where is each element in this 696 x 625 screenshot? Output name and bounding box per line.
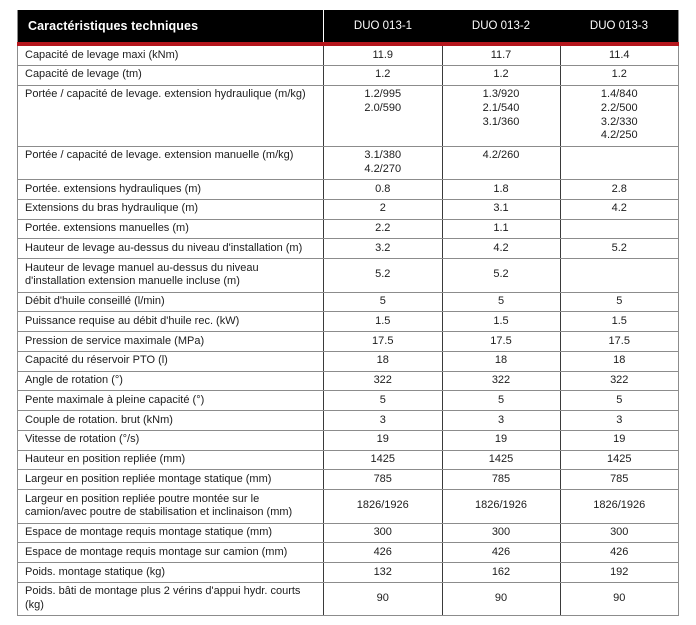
row-value: 3 [442, 411, 560, 431]
row-label: Capacité du réservoir PTO (l) [18, 351, 324, 371]
row-label: Largeur en position repliée poutre montée sur le camion/avec poutre de stabilisation et inclinaison (mm) [18, 490, 324, 524]
row-value: 322 [560, 371, 679, 391]
row-value: 17.5 [442, 332, 560, 352]
row-value: 90 [324, 582, 443, 616]
row-value: 17.5 [560, 332, 679, 352]
table-title: Caractéristiques techniques [18, 10, 324, 44]
row-value: 192 [560, 563, 679, 583]
table-row [18, 582, 679, 616]
table-header-row [18, 10, 679, 44]
row-value: 5.2 [442, 259, 560, 293]
row-value: 1425 [442, 450, 560, 470]
row-value: 18 [324, 351, 443, 371]
row-value: 1425 [560, 450, 679, 470]
table-row [18, 65, 679, 85]
row-label: Extensions du bras hydraulique (m) [18, 199, 324, 219]
row-value: 5 [442, 391, 560, 411]
row-value: 5 [324, 292, 443, 312]
table-row [18, 44, 679, 65]
table-row [18, 490, 679, 524]
row-value: 426 [442, 543, 560, 563]
row-value: 132 [324, 563, 443, 583]
table-body [18, 44, 679, 616]
table-row [18, 543, 679, 563]
row-value [560, 146, 679, 180]
row-label: Hauteur de levage au-dessus du niveau d'installation (m) [18, 239, 324, 259]
row-value: 322 [324, 371, 443, 391]
row-value: 3.2 [324, 239, 443, 259]
table-row [18, 563, 679, 583]
table-row [18, 371, 679, 391]
row-value: 300 [560, 523, 679, 543]
row-label: Poids. montage statique (kg) [18, 563, 324, 583]
row-label: Puissance requise au débit d'huile rec. (kW) [18, 312, 324, 332]
row-label: Capacité de levage (tm) [18, 65, 324, 85]
row-label: Pression de service maximale (MPa) [18, 332, 324, 352]
row-value: 3.1/380 4.2/270 [324, 146, 443, 180]
row-label: Portée. extensions manuelles (m) [18, 219, 324, 239]
row-value: 1.5 [324, 312, 443, 332]
row-value: 0.8 [324, 180, 443, 200]
column-header-duo-013-3: DUO 013-3 [560, 10, 679, 44]
row-value: 5.2 [324, 259, 443, 293]
row-value: 1.2/995 2.0/590 [324, 85, 443, 146]
row-value [560, 259, 679, 293]
row-label: Angle de rotation (°) [18, 371, 324, 391]
row-value: 90 [560, 582, 679, 616]
row-value: 2.8 [560, 180, 679, 200]
row-label: Pente maximale à pleine capacité (°) [18, 391, 324, 411]
row-value: 5 [560, 292, 679, 312]
row-label: Portée / capacité de levage. extension hydraulique (m/kg) [18, 85, 324, 146]
row-value: 785 [324, 470, 443, 490]
row-value: 785 [442, 470, 560, 490]
row-value: 1.5 [560, 312, 679, 332]
column-header-duo-013-1: DUO 013-1 [324, 10, 443, 44]
spec-table [17, 10, 679, 616]
table-row [18, 411, 679, 431]
row-label: Espace de montage requis montage statique (mm) [18, 523, 324, 543]
row-value: 1.1 [442, 219, 560, 239]
row-value: 1826/1926 [560, 490, 679, 524]
row-value: 426 [560, 543, 679, 563]
row-value: 300 [324, 523, 443, 543]
row-value: 4.2 [442, 239, 560, 259]
row-value: 1.2 [560, 65, 679, 85]
row-label: Débit d'huile conseillé (l/min) [18, 292, 324, 312]
row-value: 162 [442, 563, 560, 583]
row-value: 17.5 [324, 332, 443, 352]
row-value: 2 [324, 199, 443, 219]
row-value: 1826/1926 [442, 490, 560, 524]
row-value: 11.4 [560, 44, 679, 65]
table-row [18, 391, 679, 411]
table-row [18, 332, 679, 352]
table-row [18, 219, 679, 239]
table-row [18, 312, 679, 332]
row-value: 785 [560, 470, 679, 490]
row-value: 1.4/840 2.2/500 3.2/330 4.2/250 [560, 85, 679, 146]
table-row [18, 450, 679, 470]
row-label: Espace de montage requis montage sur camion (mm) [18, 543, 324, 563]
row-value: 1.2 [324, 65, 443, 85]
row-value: 11.7 [442, 44, 560, 65]
table-row [18, 199, 679, 219]
row-value: 19 [560, 430, 679, 450]
row-value: 1826/1926 [324, 490, 443, 524]
row-value: 5.2 [560, 239, 679, 259]
row-value: 1.2 [442, 65, 560, 85]
row-value: 3 [560, 411, 679, 431]
row-label: Poids. bâti de montage plus 2 vérins d'appui hydr. courts (kg) [18, 582, 324, 616]
table-row [18, 523, 679, 543]
row-value: 3.1 [442, 199, 560, 219]
row-value: 2.2 [324, 219, 443, 239]
row-value: 11.9 [324, 44, 443, 65]
table-row [18, 85, 679, 146]
row-value: 19 [442, 430, 560, 450]
row-label: Hauteur en position repliée (mm) [18, 450, 324, 470]
row-label: Portée / capacité de levage. extension manuelle (m/kg) [18, 146, 324, 180]
table-row [18, 351, 679, 371]
row-value: 19 [324, 430, 443, 450]
row-value: 1.8 [442, 180, 560, 200]
row-label: Portée. extensions hydrauliques (m) [18, 180, 324, 200]
row-value: 1.3/920 2.1/540 3.1/360 [442, 85, 560, 146]
row-value [560, 219, 679, 239]
row-value: 1.5 [442, 312, 560, 332]
row-label: Vitesse de rotation (°/s) [18, 430, 324, 450]
row-value: 5 [324, 391, 443, 411]
row-label: Capacité de levage maxi (kNm) [18, 44, 324, 65]
row-value: 300 [442, 523, 560, 543]
row-value: 18 [442, 351, 560, 371]
table-row [18, 239, 679, 259]
table-row [18, 180, 679, 200]
row-value: 5 [560, 391, 679, 411]
row-value: 5 [442, 292, 560, 312]
row-value: 18 [560, 351, 679, 371]
table-head [18, 10, 679, 44]
table-row [18, 470, 679, 490]
row-label: Largeur en position repliée montage statique (mm) [18, 470, 324, 490]
row-value: 4.2/260 [442, 146, 560, 180]
table-row [18, 146, 679, 180]
row-value: 90 [442, 582, 560, 616]
table-row [18, 292, 679, 312]
row-value: 322 [442, 371, 560, 391]
row-label: Hauteur de levage manuel au-dessus du niveau d'installation extension manuelle incluse (m) [18, 259, 324, 293]
table-row [18, 430, 679, 450]
row-label: Couple de rotation. brut (kNm) [18, 411, 324, 431]
row-value: 1425 [324, 450, 443, 470]
column-header-duo-013-2: DUO 013-2 [442, 10, 560, 44]
row-value: 3 [324, 411, 443, 431]
table-row [18, 259, 679, 293]
row-value: 426 [324, 543, 443, 563]
row-value: 4.2 [560, 199, 679, 219]
